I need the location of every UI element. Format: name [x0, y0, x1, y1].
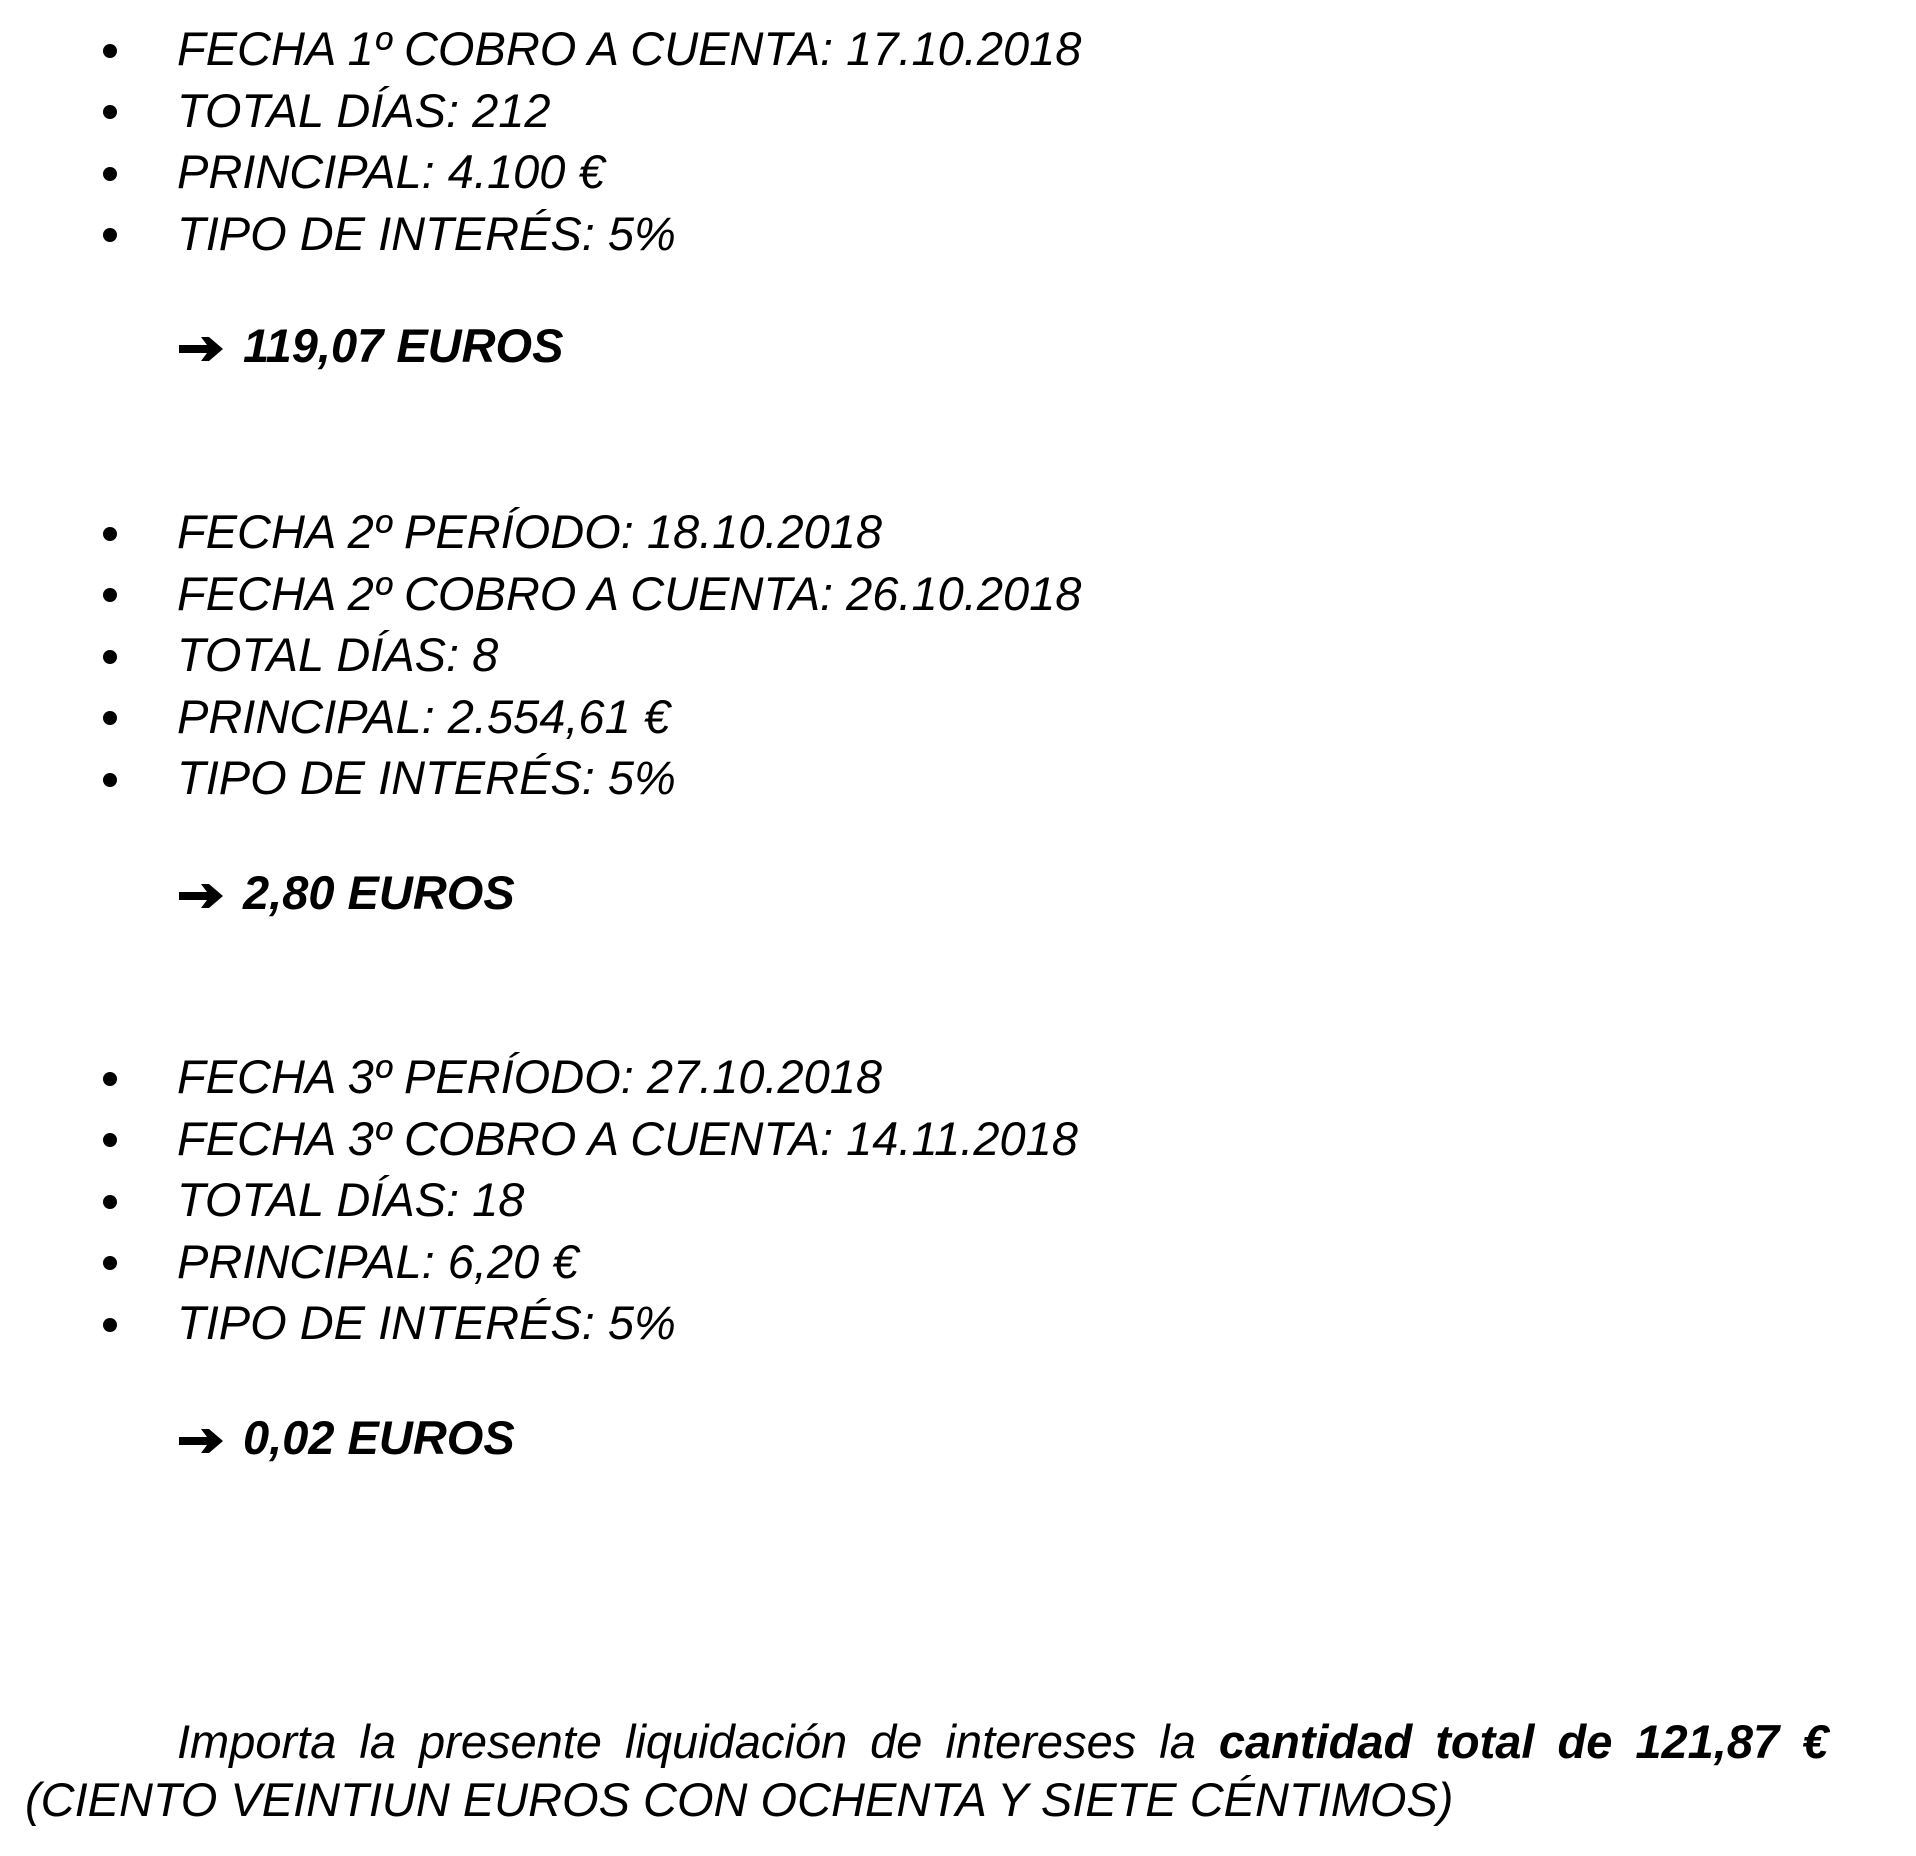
- list-item: [0, 203, 1916, 265]
- summary-amount-in-words: (CIENTO VEINTIUN EUROS CON OCHENTA Y SIETE CÉNTIMOS): [25, 1773, 1454, 1826]
- arrow-right-icon: [177, 881, 229, 911]
- interest-section-3: [0, 1046, 1916, 1464]
- summary-intro: Importa la presente liquidación de intereses la: [177, 1715, 1219, 1768]
- bullet-dot: [103, 44, 117, 58]
- list-item: [0, 141, 1916, 203]
- bullet-dot: [103, 1318, 117, 1332]
- list-item: [0, 1292, 1916, 1354]
- list-item-text: TIPO DE INTERÉS: 5%: [177, 751, 676, 804]
- list-item: [0, 18, 1916, 80]
- bullet-dot: [103, 228, 117, 242]
- list-item: [0, 1231, 1916, 1293]
- list-item-text: FECHA 2º PERÍODO: 18.10.2018: [177, 505, 883, 558]
- summary-total: cantidad total de 121,87 €: [1218, 1715, 1829, 1768]
- section-result: [177, 1410, 515, 1466]
- interest-section-1: [0, 18, 1916, 372]
- list-item: [0, 747, 1916, 809]
- bullet-dot: [103, 588, 117, 602]
- list-item-text: TOTAL DÍAS: 8: [177, 628, 499, 681]
- list-item: [0, 624, 1916, 686]
- list-item: [0, 501, 1916, 563]
- section-result: [177, 318, 563, 374]
- bullet-dot: [103, 650, 117, 664]
- arrow-right-icon: [177, 334, 229, 364]
- bullet-dot: [103, 1133, 117, 1147]
- interest-section-2: [0, 501, 1916, 919]
- bullet-dot: [103, 1256, 117, 1270]
- bullet-list: [0, 1046, 1916, 1354]
- section-result: [177, 865, 515, 921]
- arrow-right-icon-svg: [177, 334, 229, 364]
- list-item: [0, 563, 1916, 625]
- arrow-right-icon-svg: [177, 881, 229, 911]
- list-item-text: TIPO DE INTERÉS: 5%: [177, 1296, 676, 1349]
- bullet-list: [0, 18, 1916, 264]
- bullet-dot: [103, 167, 117, 181]
- result-amount: 2,80 EUROS: [243, 866, 515, 919]
- result-amount: 119,07 EUROS: [243, 319, 564, 372]
- summary-line-1: [177, 1713, 1828, 1771]
- bullet-dot: [103, 1195, 117, 1209]
- list-item-text: FECHA 3º COBRO A CUENTA: 14.11.2018: [177, 1111, 1078, 1165]
- arrow-right-icon: [177, 1426, 229, 1456]
- list-item-text: PRINCIPAL: 6,20 €: [177, 1234, 579, 1288]
- list-item-text: TIPO DE INTERÉS: 5%: [177, 206, 676, 260]
- list-item-text: PRINCIPAL: 4.100 €: [177, 145, 605, 198]
- list-item: [0, 686, 1916, 748]
- bullet-dot: [103, 527, 117, 541]
- list-item-text: PRINCIPAL: 2.554,61 €: [177, 689, 670, 743]
- result-amount: 0,02 EUROS: [243, 1411, 515, 1464]
- arrow-right-icon-svg: [177, 1426, 229, 1456]
- list-item: [0, 1169, 1916, 1231]
- bullet-dot: [103, 1072, 117, 1086]
- bullet-dot: [103, 773, 117, 787]
- list-item-text: FECHA 2º COBRO A CUENTA: 26.10.2018: [177, 566, 1082, 620]
- list-item: [0, 1108, 1916, 1170]
- list-item-text: TOTAL DÍAS: 212: [177, 83, 551, 137]
- list-item-text: TOTAL DÍAS: 18: [177, 1173, 525, 1226]
- bullet-dot: [103, 711, 117, 725]
- bullet-dot: [103, 105, 117, 119]
- list-item: [0, 1046, 1916, 1108]
- list-item-text: FECHA 1º COBRO A CUENTA: 17.10.2018: [177, 22, 1082, 75]
- list-item-text: FECHA 3º PERÍODO: 27.10.2018: [177, 1050, 883, 1103]
- list-item: [0, 80, 1916, 142]
- bullet-list: [0, 501, 1916, 809]
